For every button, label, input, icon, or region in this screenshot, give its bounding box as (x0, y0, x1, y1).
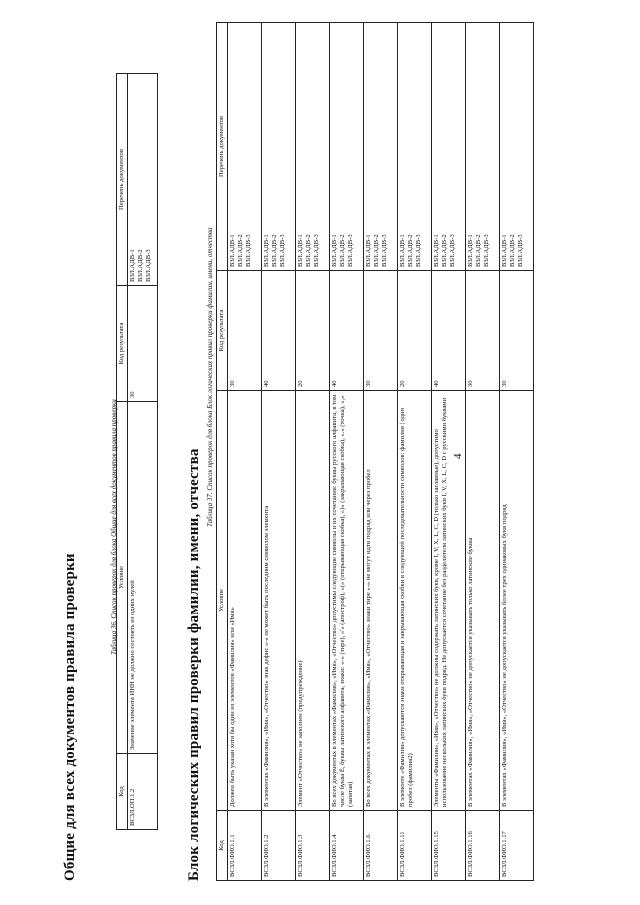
cell-result: 30 (500, 271, 534, 391)
table-row (262, 23, 296, 881)
table-row (432, 23, 466, 881)
cell-result: 40 (330, 271, 364, 391)
header-docs: Перечень документов (217, 23, 228, 271)
cell-code: ВСЗЛ.ФИО.1.1 (228, 811, 262, 881)
header-docs: Перечень документов (117, 74, 128, 286)
cell-result: 40 (262, 271, 296, 391)
cell-result: 30 (466, 271, 500, 391)
section-title-general: Общие для всех документов правила проверки (62, 553, 78, 881)
table-row (228, 23, 262, 881)
table-37 (216, 22, 534, 881)
cell-docs: ВЗЛ.АДВ-1 ВЗЛ.АДВ-2 ВЗЛ.АДВ-3 (228, 23, 262, 271)
header-result: Код результата (117, 286, 128, 402)
table-row (398, 23, 432, 881)
cell-result: 30 (228, 271, 262, 391)
cell-condition: Элементы «Фамилия», «Имя», «Отчество» не должны содержать латинских букв, кроме I, V, X, L, C, D (только заглавные), допустимо использование нескольких латинских букв подряд. Не допускается сочетание без разделителя латинских букв I, V, X, L, C, D с русскими буквами (432, 391, 466, 811)
cell-docs: ВЗЛ.АДВ-1 ВЗЛ.АДВ-2 ВЗЛ.АДВ-3 (128, 74, 158, 286)
cell-docs: ВЗЛ.АДВ-1 ВЗЛ.АДВ-2 ВЗЛ.АДВ-3 (466, 23, 500, 271)
cell-condition: В элементах «Фамилия», «Имя», «Отчество» не допускается указывать более трех одинаковых букв подряд (500, 391, 534, 811)
cell-condition: Во всех документах в элементах «Фамилия», «Имя», «Отчество» допустимы следующие символы и их сочетания: буквы русского алфавита, в том числе буква Ё, буквы латинского алфавита, знаки: «-» (тире), «'» (апостроф), «(» (открывающая скобка), «)» (закрывающая скобка), «.» (точка), «,» (запятая) (330, 391, 364, 811)
table-header-row (217, 23, 228, 881)
cell-result: 30 (128, 286, 158, 402)
cell-docs: ВЗЛ.АДВ-1 ВЗЛ.АДВ-2 ВЗЛ.АДВ-3 (296, 23, 330, 271)
cell-code: ВСЗЛ.ФИО.1.2 (262, 811, 296, 881)
header-result: Код результата (217, 271, 228, 391)
section-title-fio: Блок логических правил проверки фамилии, имени, отчества (186, 448, 202, 881)
cell-docs: ВЗЛ.АДВ-1 ВЗЛ.АДВ-2 ВЗЛ.АДВ-3 (500, 23, 534, 271)
cell-docs: ВЗЛ.АДВ-1 ВЗЛ.АДВ-2 ВЗЛ.АДВ-3 (262, 23, 296, 271)
cell-code: ВСЗЛ.ФИО.1.15 (432, 811, 466, 881)
cell-code: ВСЗЛ.ФИО.1.16 (466, 811, 500, 881)
table-row (466, 23, 500, 881)
cell-docs: ВЗЛ.АДВ-1 ВЗЛ.АДВ-2 ВЗЛ.АДВ-3 (432, 23, 466, 271)
cell-condition: В элементе «Фамилия» допускаются знаки открывающая и закрывающая скобки в следующей последовательности символов: фамилия | один пробел (фамилия2) (398, 391, 432, 811)
cell-condition: Во всех документах в элементах «Фамилия», «Имя», «Отчество» знаки тире «-» не могут идти подряд или через пробел (364, 391, 398, 811)
cell-code: ВСЗЛ.ФИО.1.3 (296, 811, 330, 881)
cell-docs: ВЗЛ.АДВ-1 ВЗЛ.АДВ-2 ВЗЛ.АДВ-3 (364, 23, 398, 271)
cell-code: ВСЗЛ.ФИО.1.4 (330, 811, 364, 881)
cell-condition: В элементах «Фамилия», «Имя», «Отчество» знак дефис «-» не может быть последним символом элемента (262, 391, 296, 811)
table-row (296, 23, 330, 881)
cell-code: ВСЗЛ.ФИО.1.11 (398, 811, 432, 881)
cell-condition: Должен быть указан хотя бы один из элементов «Фамилия» или «Имя» (228, 391, 262, 811)
table-row (364, 23, 398, 881)
table-row (330, 23, 364, 881)
table37-caption: Таблица 37. Список проверок для блока Блок логических правил проверки фамилии, имени, отчества (206, 227, 214, 527)
cell-code: ВСЗЛ.ОП.1.2 (128, 754, 158, 830)
cell-result: 20 (398, 271, 432, 391)
cell-code: ВСЗЛ.ФИО.1.6 (364, 811, 398, 881)
table36-caption: Таблица 36. Список проверок для блока Общие для всех документов правила проверки (110, 399, 118, 655)
table-36 (116, 73, 158, 830)
header-condition: Условие (117, 402, 128, 754)
cell-condition: Элемент «Отчество» не заполнен (предупреждение) (296, 391, 330, 811)
table-row (128, 74, 158, 830)
table-row (500, 23, 534, 881)
cell-result: 20 (296, 271, 330, 391)
page-number: 4 (452, 453, 464, 459)
header-code: Код (217, 811, 228, 881)
cell-condition: В элементах «Фамилия», «Имя», «Отчество» не допускается указывать только латинские буквы (466, 391, 500, 811)
cell-code: ВСЗЛ.ФИО.1.17 (500, 811, 534, 881)
header-condition: Условие (217, 391, 228, 811)
cell-result: 30 (364, 271, 398, 391)
cell-docs: ВЗЛ.АДВ-1 ВЗЛ.АДВ-2 ВЗЛ.АДВ-3 (398, 23, 432, 271)
cell-condition: Значение элемента ИНН не должно состоять из одних нулей (128, 402, 158, 754)
cell-result: 40 (432, 271, 466, 391)
header-code: Код (117, 754, 128, 830)
cell-docs: ВЗЛ.АДВ-1 ВЗЛ.АДВ-2 ВЗЛ.АДВ-3 (330, 23, 364, 271)
table-header-row (117, 74, 128, 830)
